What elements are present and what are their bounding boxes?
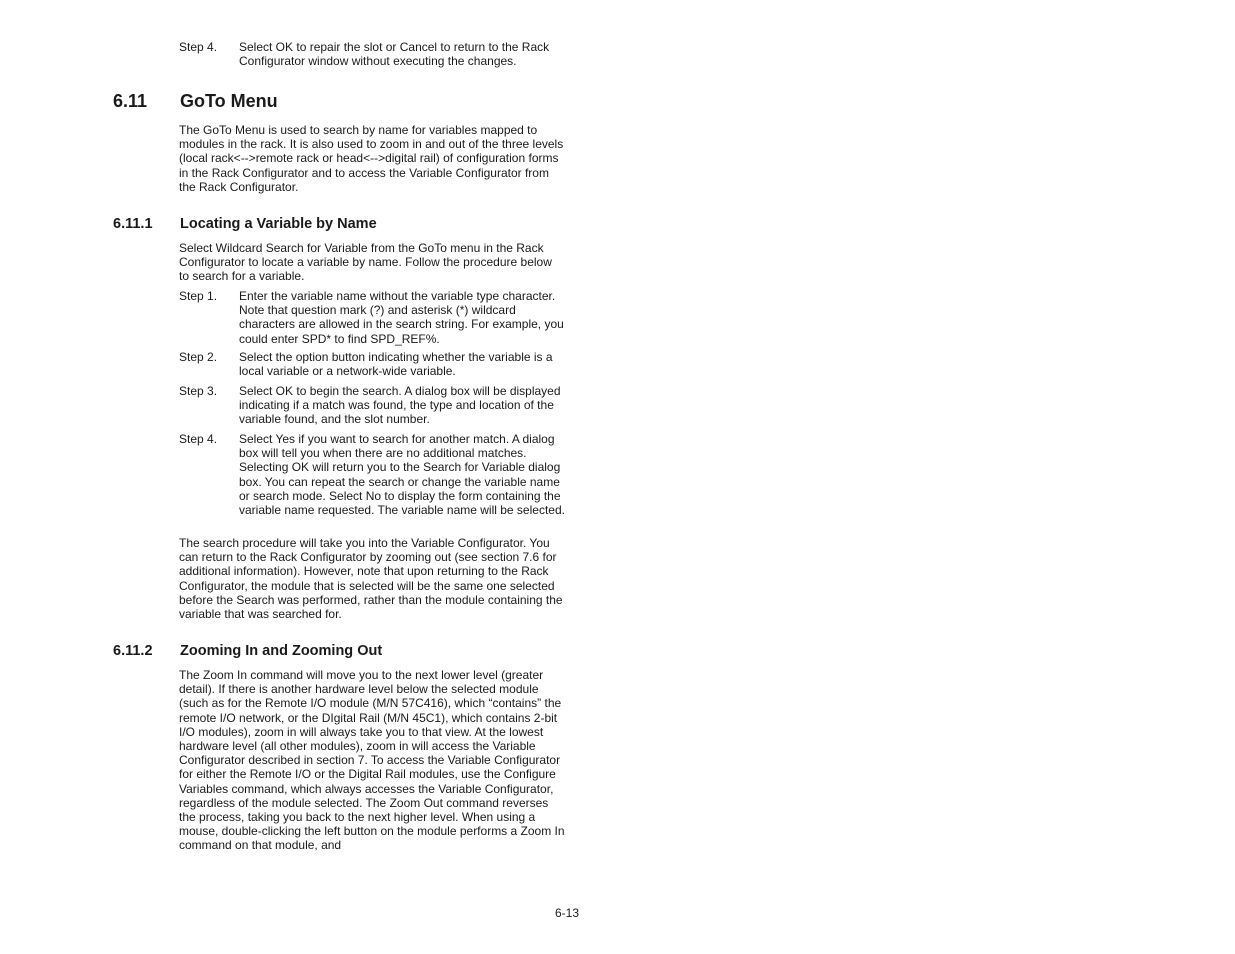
subsection-paragraph: The Zoom In command will move you to the next lower level (greater detail). If there is another hardware level below the selected module (such as for the Remote I/O module (M/N 57C416), which “contains” the remote I/O network, or the DIgital Rail (M/N 45C1), which contains 2-bit I/O modules), zoom in will always take you to that view. At the lowest hardware level (all other modules), zoom in will access the Variable Configurator described in section 7. To access the Variable Configurator for either the Remote I/O or the Digital Rail modules, use the Configure Variables command, which always accesses the Variable Configurator, regardless of the module selected. The Zoom Out command reverses the process, taking you back to the next higher level. When using a mouse, double-clicking the left button on the module performs a Zoom In command on that module, and (179, 668, 565, 853)
step-label: Step 1. (179, 289, 218, 303)
step-text: Select OK to begin the search. A dialog box will be displayed indicating if a match was found, the type and location of the variable found, and the slot number. (239, 384, 561, 427)
subsection-closing-paragraph: The search procedure will take you into the Variable Configurator. You can return to the Rack Configurator by zooming out (see section 7.6 for additional information). However, note that upon returning to the Rack Configurator, the module that is selected will be the same one selected before the Search was performed, rather than the module containing the variable that was searched for. (179, 536, 563, 622)
subsection-number: 6.11.1 (113, 216, 153, 232)
step-label: Step 3. (179, 384, 218, 398)
subsection-title: Zooming In and Zooming Out (180, 643, 383, 659)
subsection-number: 6.11.2 (113, 643, 153, 659)
section-number: 6.11 (113, 91, 148, 111)
step-text: Enter the variable name without the variable type character. Note that question mark (?) and asterisk (*) wildcard characters are allowed in the search string. For example, you could enter SPD* to find SPD_REF%. (239, 289, 564, 346)
step-label: Step 2. (179, 350, 218, 364)
subsection-intro: Select Wildcard Search for Variable from the GoTo menu in the Rack Configurator to locate a variable by name. Follow the procedure below to search for a variable. (179, 241, 552, 284)
subsection-title: Locating a Variable by Name (180, 216, 377, 232)
step-text: Select Yes if you want to search for another match. A dialog box will tell you when there are no additional matches. Selecting OK will return you to the Search for Variable dialog box. You can repeat the search or change the variable name or search mode. Select No to display the form containing the variable name requested. The variable name will be selected. (239, 432, 565, 518)
section-paragraph: The GoTo Menu is used to search by name for variables mapped to modules in the rack. It is also used to zoom in and out of the three levels (local rack<-->remote rack or head<-->digital rail) of configuration forms in the Rack Configurator and to access the Variable Configurator from the Rack Configurator. (179, 123, 564, 194)
step-text: Select OK to repair the slot or Cancel to return to the Rack Configurator window without executing the changes. (239, 40, 550, 69)
step-label: Step 4. (179, 432, 218, 446)
step-text: Select the option button indicating whether the variable is a local variable or a network-wide variable. (239, 350, 553, 379)
section-title: GoTo Menu (180, 91, 278, 111)
step-label: Step 4. (179, 40, 218, 54)
page-number: 6-13 (555, 906, 580, 920)
